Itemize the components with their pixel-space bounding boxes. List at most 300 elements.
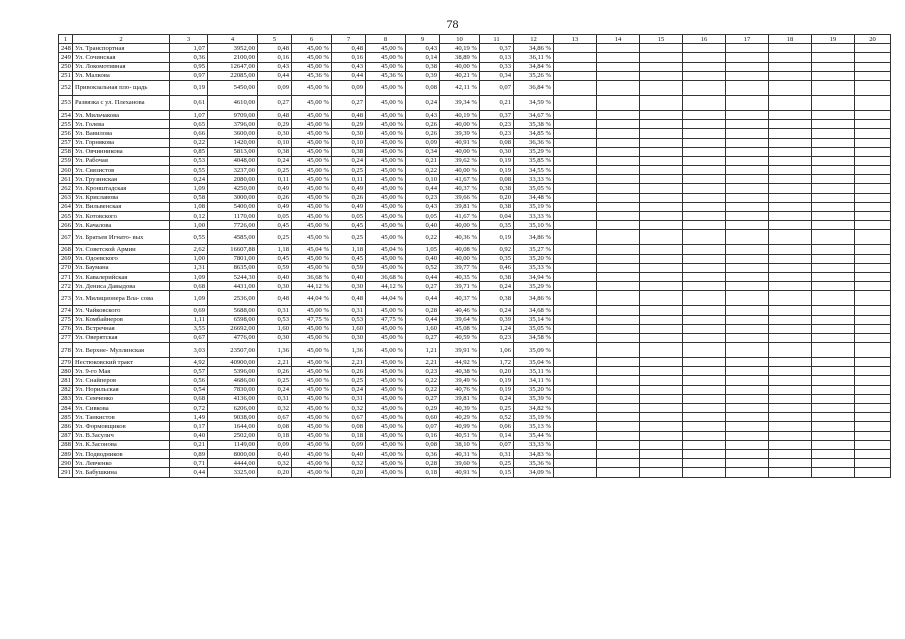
empty-cell <box>812 53 855 62</box>
row-number: 248 <box>59 44 73 53</box>
empty-cell <box>769 440 812 449</box>
value-cell: 4686,00 <box>208 376 258 385</box>
empty-cell <box>683 431 726 440</box>
empty-cell <box>812 129 855 138</box>
value-cell: 3,03 <box>170 343 208 358</box>
empty-cell <box>640 184 683 193</box>
empty-cell <box>597 343 640 358</box>
empty-cell <box>855 315 891 324</box>
value-cell: 0,30 <box>332 333 366 342</box>
empty-cell <box>855 193 891 202</box>
empty-cell <box>812 254 855 263</box>
empty-cell <box>855 431 891 440</box>
empty-cell <box>812 110 855 119</box>
empty-cell <box>640 440 683 449</box>
empty-cell <box>597 175 640 184</box>
empty-cell <box>554 71 597 80</box>
empty-cell <box>812 184 855 193</box>
value-cell: 45,00 % <box>292 80 332 95</box>
table-row <box>59 306 891 315</box>
empty-cell <box>597 468 640 477</box>
value-cell: 0,66 <box>170 129 208 138</box>
value-cell: 45,00 % <box>292 110 332 119</box>
value-cell: 0,27 <box>332 95 366 110</box>
table-row <box>59 333 891 342</box>
value-cell: 7830,00 <box>208 385 258 394</box>
empty-cell <box>640 324 683 333</box>
column-number-14: 14 <box>597 35 640 44</box>
empty-cell <box>640 71 683 80</box>
value-cell: 45,00 % <box>292 120 332 129</box>
value-cell: 0,38 <box>258 147 292 156</box>
column-number-4: 4 <box>208 35 258 44</box>
column-number-5: 5 <box>258 35 292 44</box>
empty-cell <box>554 245 597 254</box>
value-cell: 0,55 <box>170 230 208 245</box>
value-cell: 45,00 % <box>366 212 406 221</box>
value-cell: 45,00 % <box>292 449 332 458</box>
empty-cell <box>597 263 640 272</box>
empty-cell <box>640 95 683 110</box>
row-number: 269 <box>59 254 73 263</box>
value-cell: 9038,00 <box>208 413 258 422</box>
value-cell: 45,00 % <box>366 62 406 71</box>
empty-cell <box>554 413 597 422</box>
empty-cell <box>640 282 683 291</box>
value-cell: 0,23 <box>406 193 440 202</box>
empty-cell <box>726 291 769 306</box>
value-cell: 0,40 <box>406 254 440 263</box>
street-name: Ул. Верхне- Муллинская <box>73 343 170 358</box>
empty-cell <box>855 147 891 156</box>
value-cell: 40,00 % <box>440 254 480 263</box>
empty-cell <box>769 394 812 403</box>
empty-cell <box>683 53 726 62</box>
empty-cell <box>855 459 891 468</box>
empty-cell <box>812 343 855 358</box>
empty-cell <box>769 120 812 129</box>
value-cell: 45,00 % <box>366 333 406 342</box>
empty-cell <box>726 422 769 431</box>
value-cell: 0,29 <box>406 404 440 413</box>
table-row <box>59 80 891 95</box>
row-number: 283 <box>59 394 73 403</box>
value-cell: 0,24 <box>406 95 440 110</box>
empty-cell <box>683 459 726 468</box>
street-name: Ул. Братьев Игнато- вых <box>73 230 170 245</box>
street-name: Ул. Норильская <box>73 385 170 394</box>
empty-cell <box>726 431 769 440</box>
value-cell: 33,33 % <box>514 212 554 221</box>
empty-cell <box>683 110 726 119</box>
row-number: 254 <box>59 110 73 119</box>
value-cell: 1,60 <box>258 324 292 333</box>
table-row <box>59 202 891 211</box>
value-cell: 2536,00 <box>208 291 258 306</box>
empty-cell <box>640 358 683 367</box>
table-row <box>59 156 891 165</box>
empty-cell <box>769 166 812 175</box>
value-cell: 1,60 <box>332 324 366 333</box>
empty-cell <box>855 80 891 95</box>
value-cell: 45,00 % <box>366 254 406 263</box>
street-name: Ул. Связистов <box>73 166 170 175</box>
value-cell: 45,00 % <box>292 440 332 449</box>
value-cell: 35,05 % <box>514 184 554 193</box>
empty-cell <box>769 343 812 358</box>
value-cell: 0,14 <box>480 431 514 440</box>
value-cell: 0,20 <box>480 193 514 202</box>
value-cell: 0,25 <box>258 376 292 385</box>
empty-cell <box>683 333 726 342</box>
value-cell: 0,67 <box>170 333 208 342</box>
empty-cell <box>812 422 855 431</box>
empty-cell <box>683 358 726 367</box>
value-cell: 39,91 % <box>440 343 480 358</box>
empty-cell <box>812 385 855 394</box>
table-row <box>59 358 891 367</box>
empty-cell <box>726 245 769 254</box>
empty-cell <box>597 71 640 80</box>
empty-cell <box>726 147 769 156</box>
value-cell: 0,08 <box>332 422 366 431</box>
table-row <box>59 431 891 440</box>
value-cell: 1,18 <box>332 245 366 254</box>
page-number: 78 <box>446 17 459 31</box>
value-cell: 0,59 <box>258 263 292 272</box>
street-name: Нестюковский тракт <box>73 358 170 367</box>
empty-cell <box>597 282 640 291</box>
value-cell: 0,53 <box>170 156 208 165</box>
empty-cell <box>597 202 640 211</box>
value-cell: 45,00 % <box>292 147 332 156</box>
value-cell: 39,66 % <box>440 193 480 202</box>
value-cell: 0,49 <box>332 184 366 193</box>
value-cell: 45,00 % <box>366 263 406 272</box>
empty-cell <box>769 291 812 306</box>
value-cell: 35,13 % <box>514 422 554 431</box>
empty-cell <box>554 120 597 129</box>
street-name: Ул. Баумана <box>73 263 170 272</box>
value-cell: 0,24 <box>258 156 292 165</box>
empty-cell <box>554 272 597 281</box>
empty-cell <box>769 212 812 221</box>
value-cell: 35,38 % <box>514 120 554 129</box>
empty-cell <box>554 376 597 385</box>
value-cell: 0,05 <box>332 212 366 221</box>
empty-cell <box>812 245 855 254</box>
value-cell: 40,00 % <box>440 166 480 175</box>
row-number: 285 <box>59 413 73 422</box>
empty-cell <box>812 95 855 110</box>
empty-cell <box>554 358 597 367</box>
row-number: 259 <box>59 156 73 165</box>
value-cell: 45,00 % <box>292 230 332 245</box>
empty-cell <box>597 449 640 458</box>
empty-cell <box>769 254 812 263</box>
value-cell: 0,09 <box>406 138 440 147</box>
empty-cell <box>812 440 855 449</box>
value-cell: 5813,00 <box>208 147 258 156</box>
empty-cell <box>554 315 597 324</box>
row-number: 275 <box>59 315 73 324</box>
row-number: 257 <box>59 138 73 147</box>
empty-cell <box>554 333 597 342</box>
value-cell: 40,00 % <box>440 147 480 156</box>
empty-cell <box>769 80 812 95</box>
empty-cell <box>812 120 855 129</box>
value-cell: 39,81 % <box>440 202 480 211</box>
empty-cell <box>855 291 891 306</box>
table-row <box>59 221 891 230</box>
empty-cell <box>812 413 855 422</box>
value-cell: 45,00 % <box>366 343 406 358</box>
value-cell: 45,00 % <box>366 129 406 138</box>
empty-cell <box>769 413 812 422</box>
empty-cell <box>640 62 683 71</box>
empty-cell <box>769 367 812 376</box>
empty-cell <box>769 385 812 394</box>
empty-cell <box>769 138 812 147</box>
value-cell: 0,25 <box>332 376 366 385</box>
empty-cell <box>855 394 891 403</box>
column-number-3: 3 <box>170 35 208 44</box>
empty-cell <box>640 315 683 324</box>
empty-cell <box>597 230 640 245</box>
value-cell: 0,45 <box>258 221 292 230</box>
empty-cell <box>812 202 855 211</box>
value-cell: 44,04 % <box>292 291 332 306</box>
value-cell: 34,82 % <box>514 404 554 413</box>
empty-cell <box>683 263 726 272</box>
empty-cell <box>855 385 891 394</box>
value-cell: 6206,00 <box>208 404 258 413</box>
empty-cell <box>683 71 726 80</box>
value-cell: 38,10 % <box>440 440 480 449</box>
value-cell: 0,31 <box>480 449 514 458</box>
empty-cell <box>554 80 597 95</box>
value-cell: 0,09 <box>258 440 292 449</box>
value-cell: 7726,00 <box>208 221 258 230</box>
empty-cell <box>812 394 855 403</box>
empty-cell <box>812 147 855 156</box>
street-name: Ул. Сивкова <box>73 404 170 413</box>
row-number: 274 <box>59 306 73 315</box>
value-cell: 39,64 % <box>440 315 480 324</box>
value-cell: 0,38 <box>480 184 514 193</box>
value-cell: 3325,00 <box>208 468 258 477</box>
column-number-16: 16 <box>683 35 726 44</box>
empty-cell <box>640 120 683 129</box>
empty-cell <box>640 212 683 221</box>
value-cell: 1,18 <box>258 245 292 254</box>
value-cell: 40900,00 <box>208 358 258 367</box>
empty-cell <box>683 324 726 333</box>
value-cell: 35,11 % <box>514 367 554 376</box>
row-number: 276 <box>59 324 73 333</box>
value-cell: 1170,00 <box>208 212 258 221</box>
empty-cell <box>726 193 769 202</box>
empty-cell <box>726 282 769 291</box>
value-cell: 3796,00 <box>208 120 258 129</box>
empty-cell <box>812 324 855 333</box>
value-cell: 0,22 <box>406 230 440 245</box>
street-name: Ул. Локомотивная <box>73 62 170 71</box>
value-cell: 40,59 % <box>440 333 480 342</box>
value-cell: 0,11 <box>332 175 366 184</box>
street-name: Ул. К.Засонова <box>73 440 170 449</box>
value-cell: 0,07 <box>480 80 514 95</box>
row-number: 279 <box>59 358 73 367</box>
empty-cell <box>683 315 726 324</box>
row-number: 284 <box>59 404 73 413</box>
empty-cell <box>683 282 726 291</box>
empty-cell <box>855 156 891 165</box>
empty-cell <box>554 367 597 376</box>
value-cell: 45,00 % <box>292 175 332 184</box>
value-cell: 47,75 % <box>292 315 332 324</box>
value-cell: 1,06 <box>480 343 514 358</box>
table-row <box>59 440 891 449</box>
empty-cell <box>683 422 726 431</box>
empty-cell <box>769 129 812 138</box>
empty-cell <box>769 62 812 71</box>
empty-cell <box>726 202 769 211</box>
value-cell: 45,00 % <box>366 175 406 184</box>
value-cell: 45,00 % <box>366 431 406 440</box>
value-cell: 1,60 <box>406 324 440 333</box>
table-row <box>59 272 891 281</box>
value-cell: 0,58 <box>170 193 208 202</box>
table-row <box>59 324 891 333</box>
value-cell: 0,08 <box>406 440 440 449</box>
value-cell: 34,94 % <box>514 272 554 281</box>
empty-cell <box>597 358 640 367</box>
empty-cell <box>597 245 640 254</box>
value-cell: 45,00 % <box>292 263 332 272</box>
empty-cell <box>769 324 812 333</box>
value-cell: 40,00 % <box>440 221 480 230</box>
empty-cell <box>726 263 769 272</box>
value-cell: 0,22 <box>170 138 208 147</box>
value-cell: 0,34 <box>406 147 440 156</box>
value-cell: 0,11 <box>258 175 292 184</box>
empty-cell <box>726 156 769 165</box>
value-cell: 0,05 <box>406 212 440 221</box>
value-cell: 45,00 % <box>292 53 332 62</box>
value-cell: 0,60 <box>406 413 440 422</box>
value-cell: 45,00 % <box>292 385 332 394</box>
empty-cell <box>855 306 891 315</box>
empty-cell <box>812 404 855 413</box>
value-cell: 5450,00 <box>208 80 258 95</box>
value-cell: 1,08 <box>170 202 208 211</box>
empty-cell <box>554 184 597 193</box>
empty-cell <box>769 376 812 385</box>
value-cell: 0,67 <box>332 413 366 422</box>
value-cell: 45,00 % <box>292 254 332 263</box>
value-cell: 0,32 <box>258 404 292 413</box>
empty-cell <box>597 413 640 422</box>
empty-cell <box>855 120 891 129</box>
value-cell: 0,25 <box>258 230 292 245</box>
empty-cell <box>597 156 640 165</box>
value-cell: 5688,00 <box>208 306 258 315</box>
value-cell: 40,29 % <box>440 413 480 422</box>
value-cell: 0,31 <box>332 306 366 315</box>
row-number: 256 <box>59 129 73 138</box>
empty-cell <box>554 422 597 431</box>
table-row <box>59 291 891 306</box>
empty-cell <box>855 376 891 385</box>
value-cell: 45,00 % <box>292 394 332 403</box>
value-cell: 0,54 <box>170 385 208 394</box>
value-cell: 0,08 <box>480 138 514 147</box>
value-cell: 0,69 <box>170 306 208 315</box>
value-cell: 1,09 <box>170 291 208 306</box>
value-cell: 40,36 % <box>440 230 480 245</box>
value-cell: 0,26 <box>332 367 366 376</box>
empty-cell <box>812 306 855 315</box>
value-cell: 39,62 % <box>440 156 480 165</box>
empty-cell <box>855 138 891 147</box>
row-number: 265 <box>59 212 73 221</box>
value-cell: 40,35 % <box>440 272 480 281</box>
empty-cell <box>640 230 683 245</box>
empty-cell <box>597 147 640 156</box>
empty-cell <box>554 175 597 184</box>
value-cell: 1,07 <box>170 110 208 119</box>
value-cell: 0,17 <box>170 422 208 431</box>
empty-cell <box>855 367 891 376</box>
empty-cell <box>726 175 769 184</box>
value-cell: 0,36 <box>406 449 440 458</box>
value-cell: 1,72 <box>480 358 514 367</box>
empty-cell <box>812 230 855 245</box>
empty-cell <box>683 230 726 245</box>
empty-cell <box>597 193 640 202</box>
empty-cell <box>769 245 812 254</box>
table-row <box>59 44 891 53</box>
row-number: 267 <box>59 230 73 245</box>
empty-cell <box>812 431 855 440</box>
empty-cell <box>640 202 683 211</box>
empty-cell <box>726 449 769 458</box>
value-cell: 3237,00 <box>208 166 258 175</box>
value-cell: 1,00 <box>170 254 208 263</box>
value-cell: 0,23 <box>480 129 514 138</box>
value-cell: 0,56 <box>170 376 208 385</box>
empty-cell <box>726 62 769 71</box>
empty-cell <box>683 221 726 230</box>
value-cell: 0,28 <box>406 306 440 315</box>
value-cell: 3952,00 <box>208 44 258 53</box>
empty-cell <box>597 324 640 333</box>
value-cell: 0,39 <box>480 315 514 324</box>
value-cell: 35,19 % <box>514 413 554 422</box>
empty-cell <box>640 166 683 175</box>
value-cell: 7801,00 <box>208 254 258 263</box>
value-cell: 0,15 <box>480 468 514 477</box>
empty-cell <box>597 95 640 110</box>
value-cell: 45,00 % <box>366 324 406 333</box>
empty-cell <box>554 202 597 211</box>
value-cell: 39,77 % <box>440 263 480 272</box>
street-name: Ул. Танкистов <box>73 413 170 422</box>
value-cell: 22085,00 <box>208 71 258 80</box>
value-cell: 0,08 <box>406 80 440 95</box>
value-cell: 1,11 <box>170 315 208 324</box>
